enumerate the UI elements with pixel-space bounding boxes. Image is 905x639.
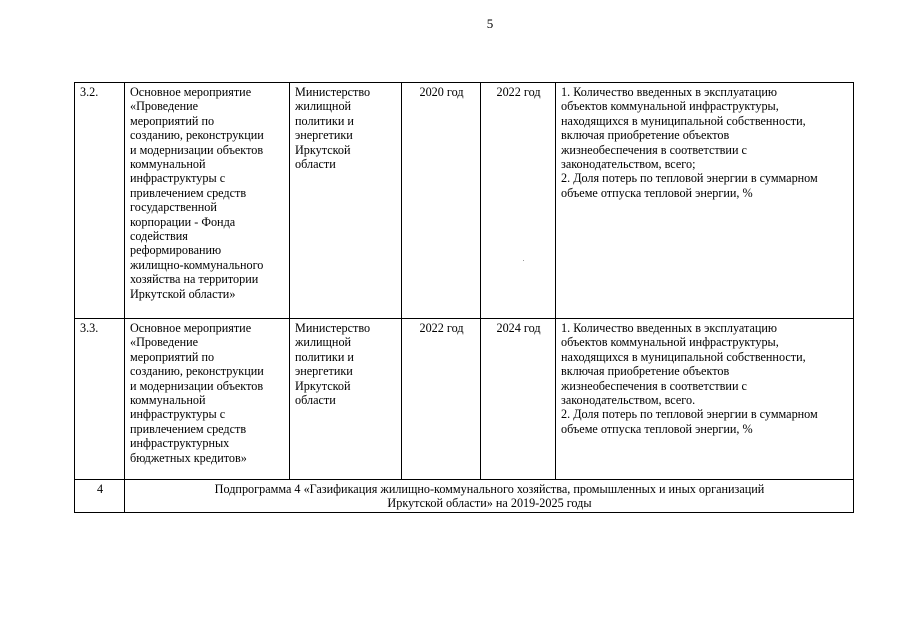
row-number: 3.2. [75, 83, 125, 319]
subprogram-row [75, 480, 854, 513]
start-year: 2020 год [402, 83, 481, 319]
executor: Министерство жилищной политики и энергетики Иркутской области [290, 319, 402, 480]
start-year: 2022 год [402, 319, 481, 480]
executor: Министерство жилищной политики и энергетики Иркутской области [290, 83, 402, 319]
subprogram-title: Подпрограмма 4 «Газификация жилищно-коммунального хозяйства, промышленных и иных организаций Иркутской области» на 2019-2025 годы [125, 480, 854, 513]
end-year: 2022 год [481, 83, 556, 319]
table-row-3-2 [75, 83, 854, 319]
indicators: 1. Количество введенных в эксплуатацию объектов коммунальной инфраструктуры, находящихся в муниципальной собственности, включая приобретение объектов жизнеобеспечения в соответствии с законодательством, всего. 2. Доля потерь по тепловой энергии в суммарном объеме отпуска тепловой энергии, % [556, 319, 854, 480]
scan-speck [523, 260, 524, 261]
measure-name: Основное мероприятие «Проведение мероприятий по созданию, реконструкции и модернизации объектов коммунальной инфраструктуры с привлечением средств инфраструктурных бюджетных кредитов» [125, 319, 290, 480]
page-number: 5 [486, 16, 494, 31]
end-year: 2024 год [481, 319, 556, 480]
row-number: 3.3. [75, 319, 125, 480]
indicators: 1. Количество введенных в эксплуатацию объектов коммунальной инфраструктуры, находящихся в муниципальной собственности, включая приобретение объектов жизнеобеспечения в соответствии с законодательством, всего; 2. Доля потерь по тепловой энергии в суммарном объеме отпуска тепловой энергии, % [556, 83, 854, 319]
table-row-3-3 [75, 319, 854, 480]
program-measures-table [74, 82, 854, 513]
subprogram-number: 4 [75, 480, 125, 513]
measure-name: Основное мероприятие «Проведение мероприятий по созданию, реконструкции и модернизации объектов коммунальной инфраструктуры с привлечением средств государственной корпорации - Фонда содействия реформированию жилищно-коммунального хозяйства на территории Иркутской области» [125, 83, 290, 319]
